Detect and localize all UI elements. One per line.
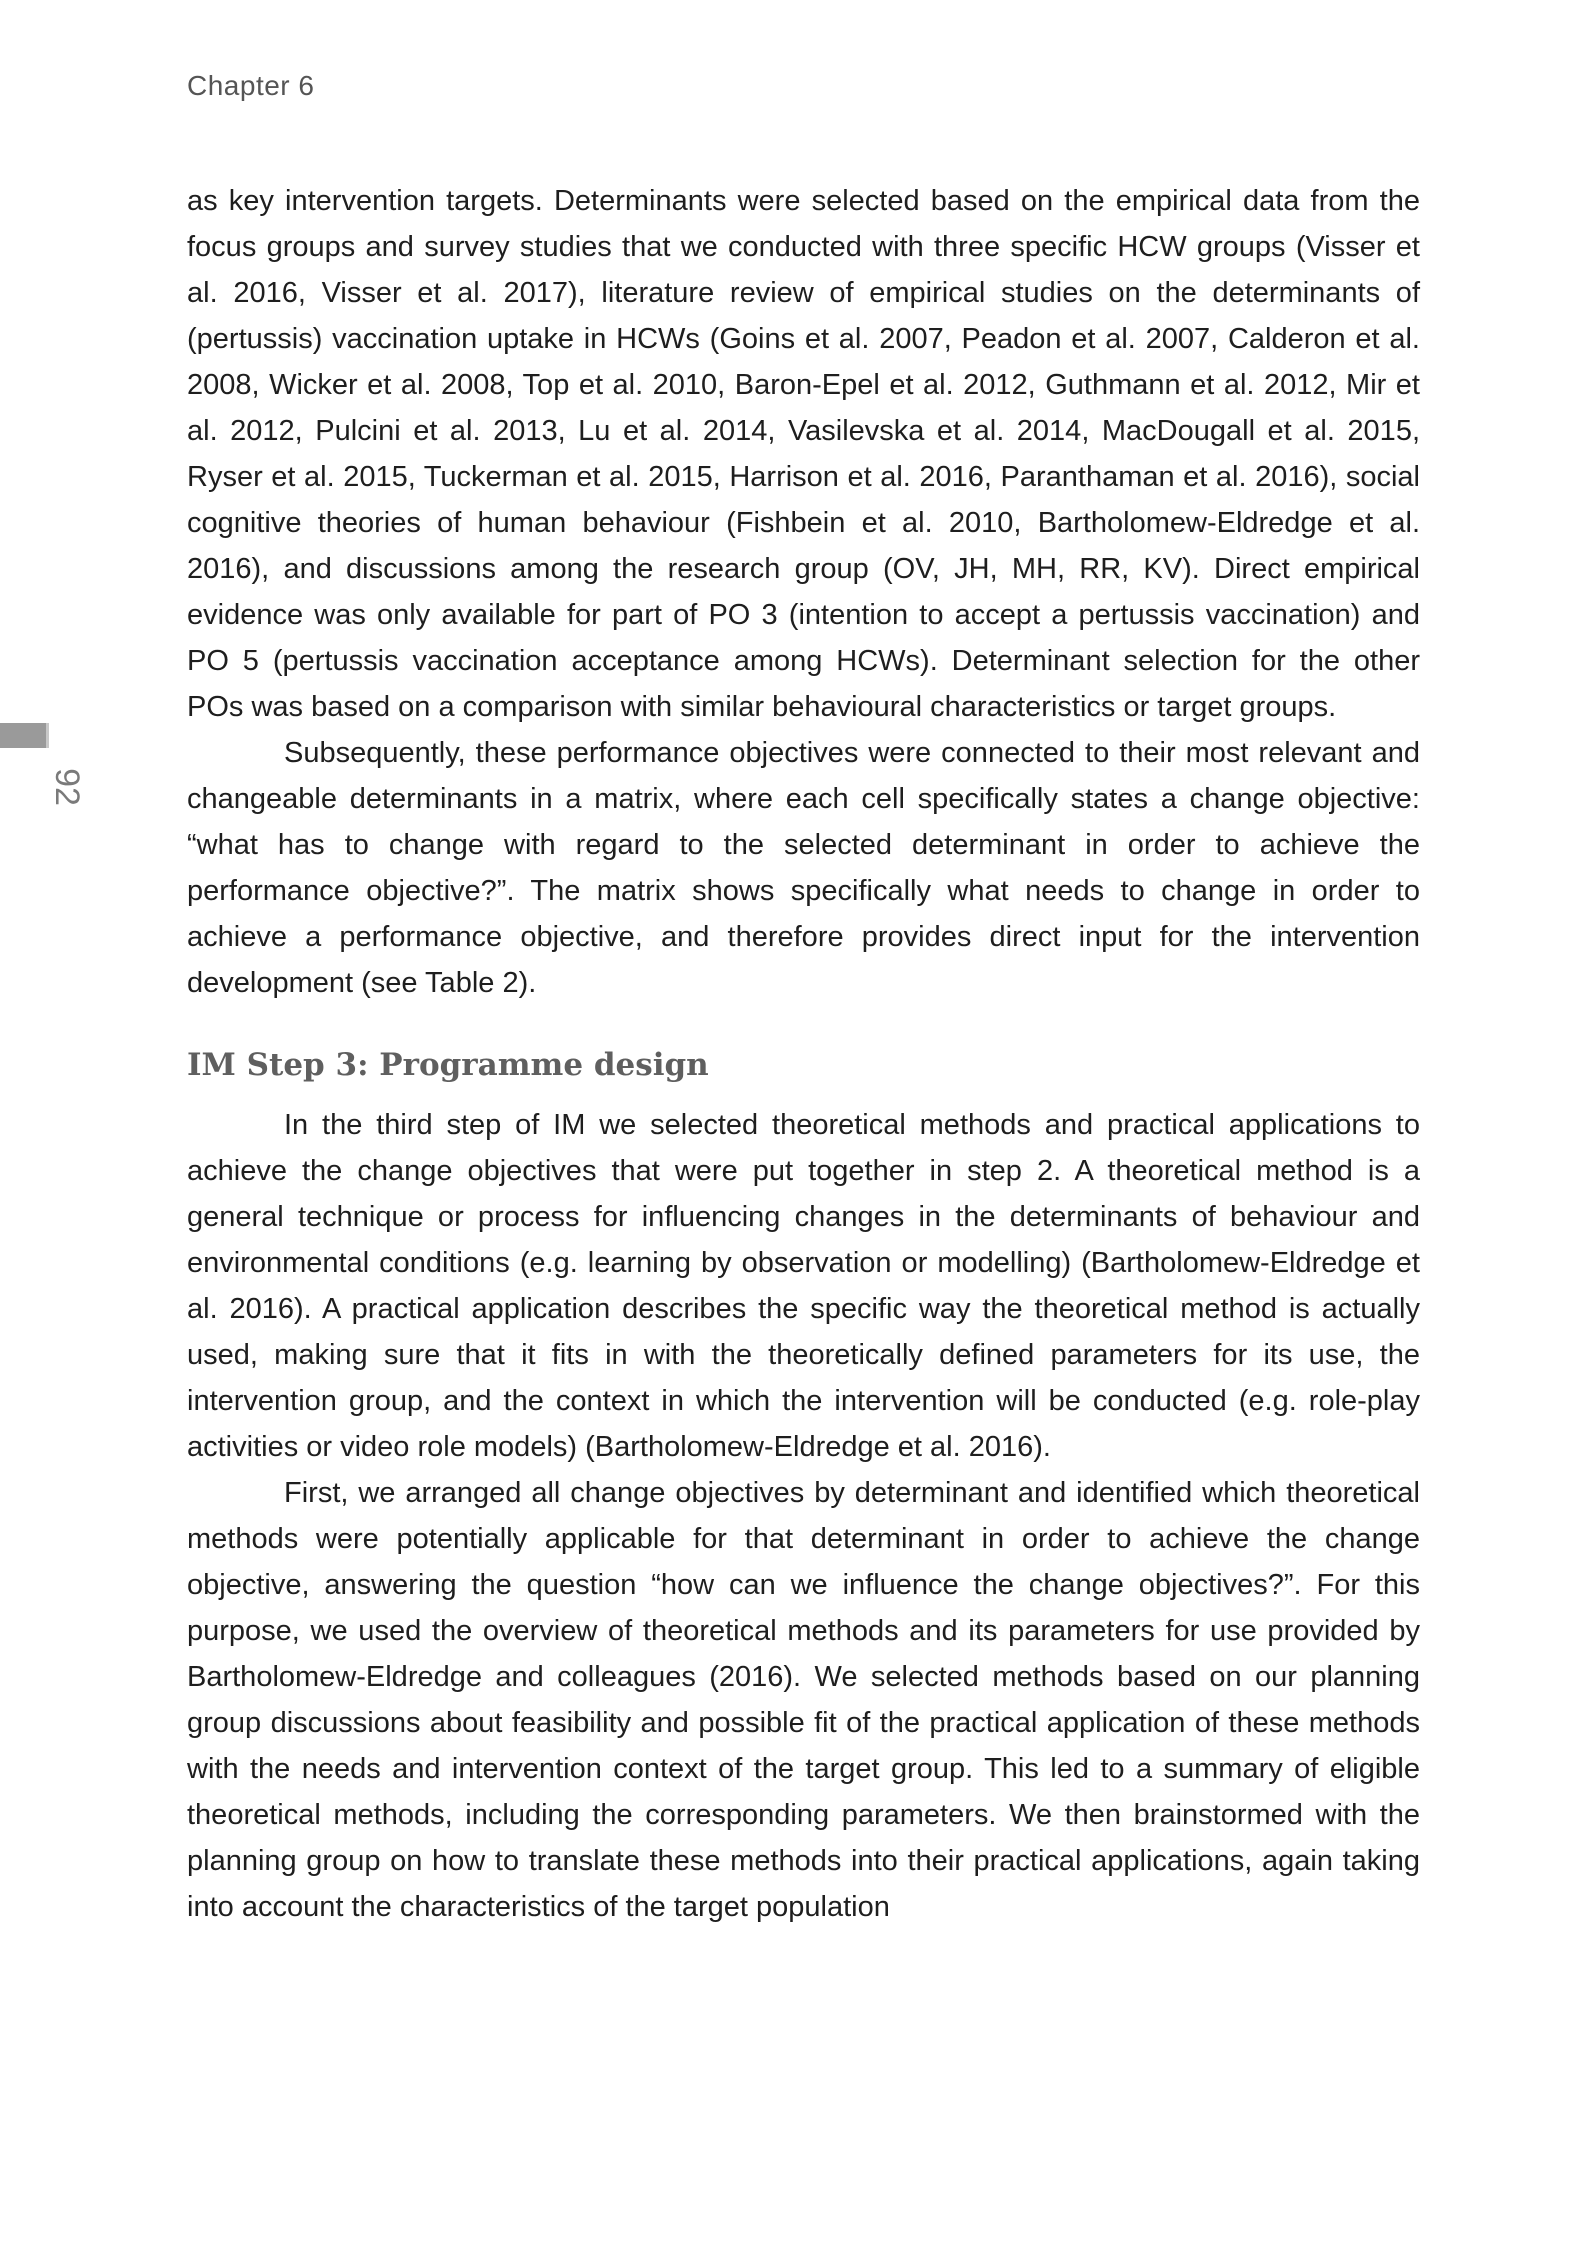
page-tab-line [46,723,49,748]
paragraph-step-three: In the third step of IM we selected theoretical methods and practical applications to achieve the change objectives that were put together in step 2. A theoretical method is a general technique or process for influencing changes in the determinants of behaviour and environmental conditions (e.g. learning by observation or modelling) (Bartholomew-Eldredge et al. 2016). A practical application describes the specific way the theoretical method is actually used, making sure that it fits in with the theoretically defined parameters for its use, the intervention group, and the context in which the intervention will be conducted (e.g. role-play activities or video role models) (Bartholomew-Eldredge et al. 2016). [187,1109,1420,1463]
running-head: Chapter 6 [187,70,315,101]
paragraph-determinant-selection: as key intervention targets. Determinants were selected based on the empirical data from the focus groups and survey studies that we conducted with three specific HCW groups (Visser et al. 2016, Visser et al. 2017), literature review of empirical studies on the determinants of (pertussis) vaccination uptake in HCWs (Goins et al. 2007, Peadon et al. 2007, Calderon et al. 2008, Wicker et al. 2008, Top et al. 2010, Baron-Epel et al. 2012, Guthmann et al. 2012, Mir et al. 2012, Pulcini et al. 2013, Lu et al. 2014, Vasilevska et al. 2014, MacDougall et al. 2015, Ryser et al. 2015, Tuckerman et al. 2015, Harrison et al. 2016, Paranthaman et al. 2016), social cognitive theories of human behaviour (Fishbein et al. 2010, Bartholomew-Eldredge et al. 2016), and discussions among the research group (OV, JH, MH, RR, KV). Direct empirical evidence was only available for part of PO 3 (intention to accept a pertussis vaccination) and PO 5 (pertussis vaccination acceptance among HCWs). Determinant selection for the other POs was based on a comparison with similar behavioural characteristics or target groups. [187,185,1420,723]
page-tab-marker [0,723,46,748]
paragraph-matrix: Subsequently, these performance objectives were connected to their most relevant and changeable determinants in a matrix, where each cell specifically states a change objective: “what has to change with regard to the selected determinant in order to achieve the performance objective?”. The matrix shows specifically what needs to change in order to achieve a performance objective, and therefore provides direct input for the intervention development (see Table 2). [187,737,1420,999]
body-text [187,178,1420,1930]
section-heading: IM Step 3: Programme design [187,1047,709,1083]
paragraph-methods: First, we arranged all change objectives by determinant and identified which theoretical methods were potentially applicable for that determinant in order to achieve the change objective, answering the question “how can we influence the change objectives?”. For this purpose, we used the overview of theoretical methods and its parameters for use provided by Bartholomew-Eldredge and colleagues (2016). We selected methods based on our planning group discussions about feasibility and possible fit of the practical application of these methods with the needs and intervention context of the target group. This led to a summary of eligible theoretical methods, including the corresponding parameters. We then brainstormed with the planning group on how to translate these methods into their practical applications, again taking into account the characteristics of the target population [187,1477,1420,1923]
page-number: 92 [48,768,86,806]
